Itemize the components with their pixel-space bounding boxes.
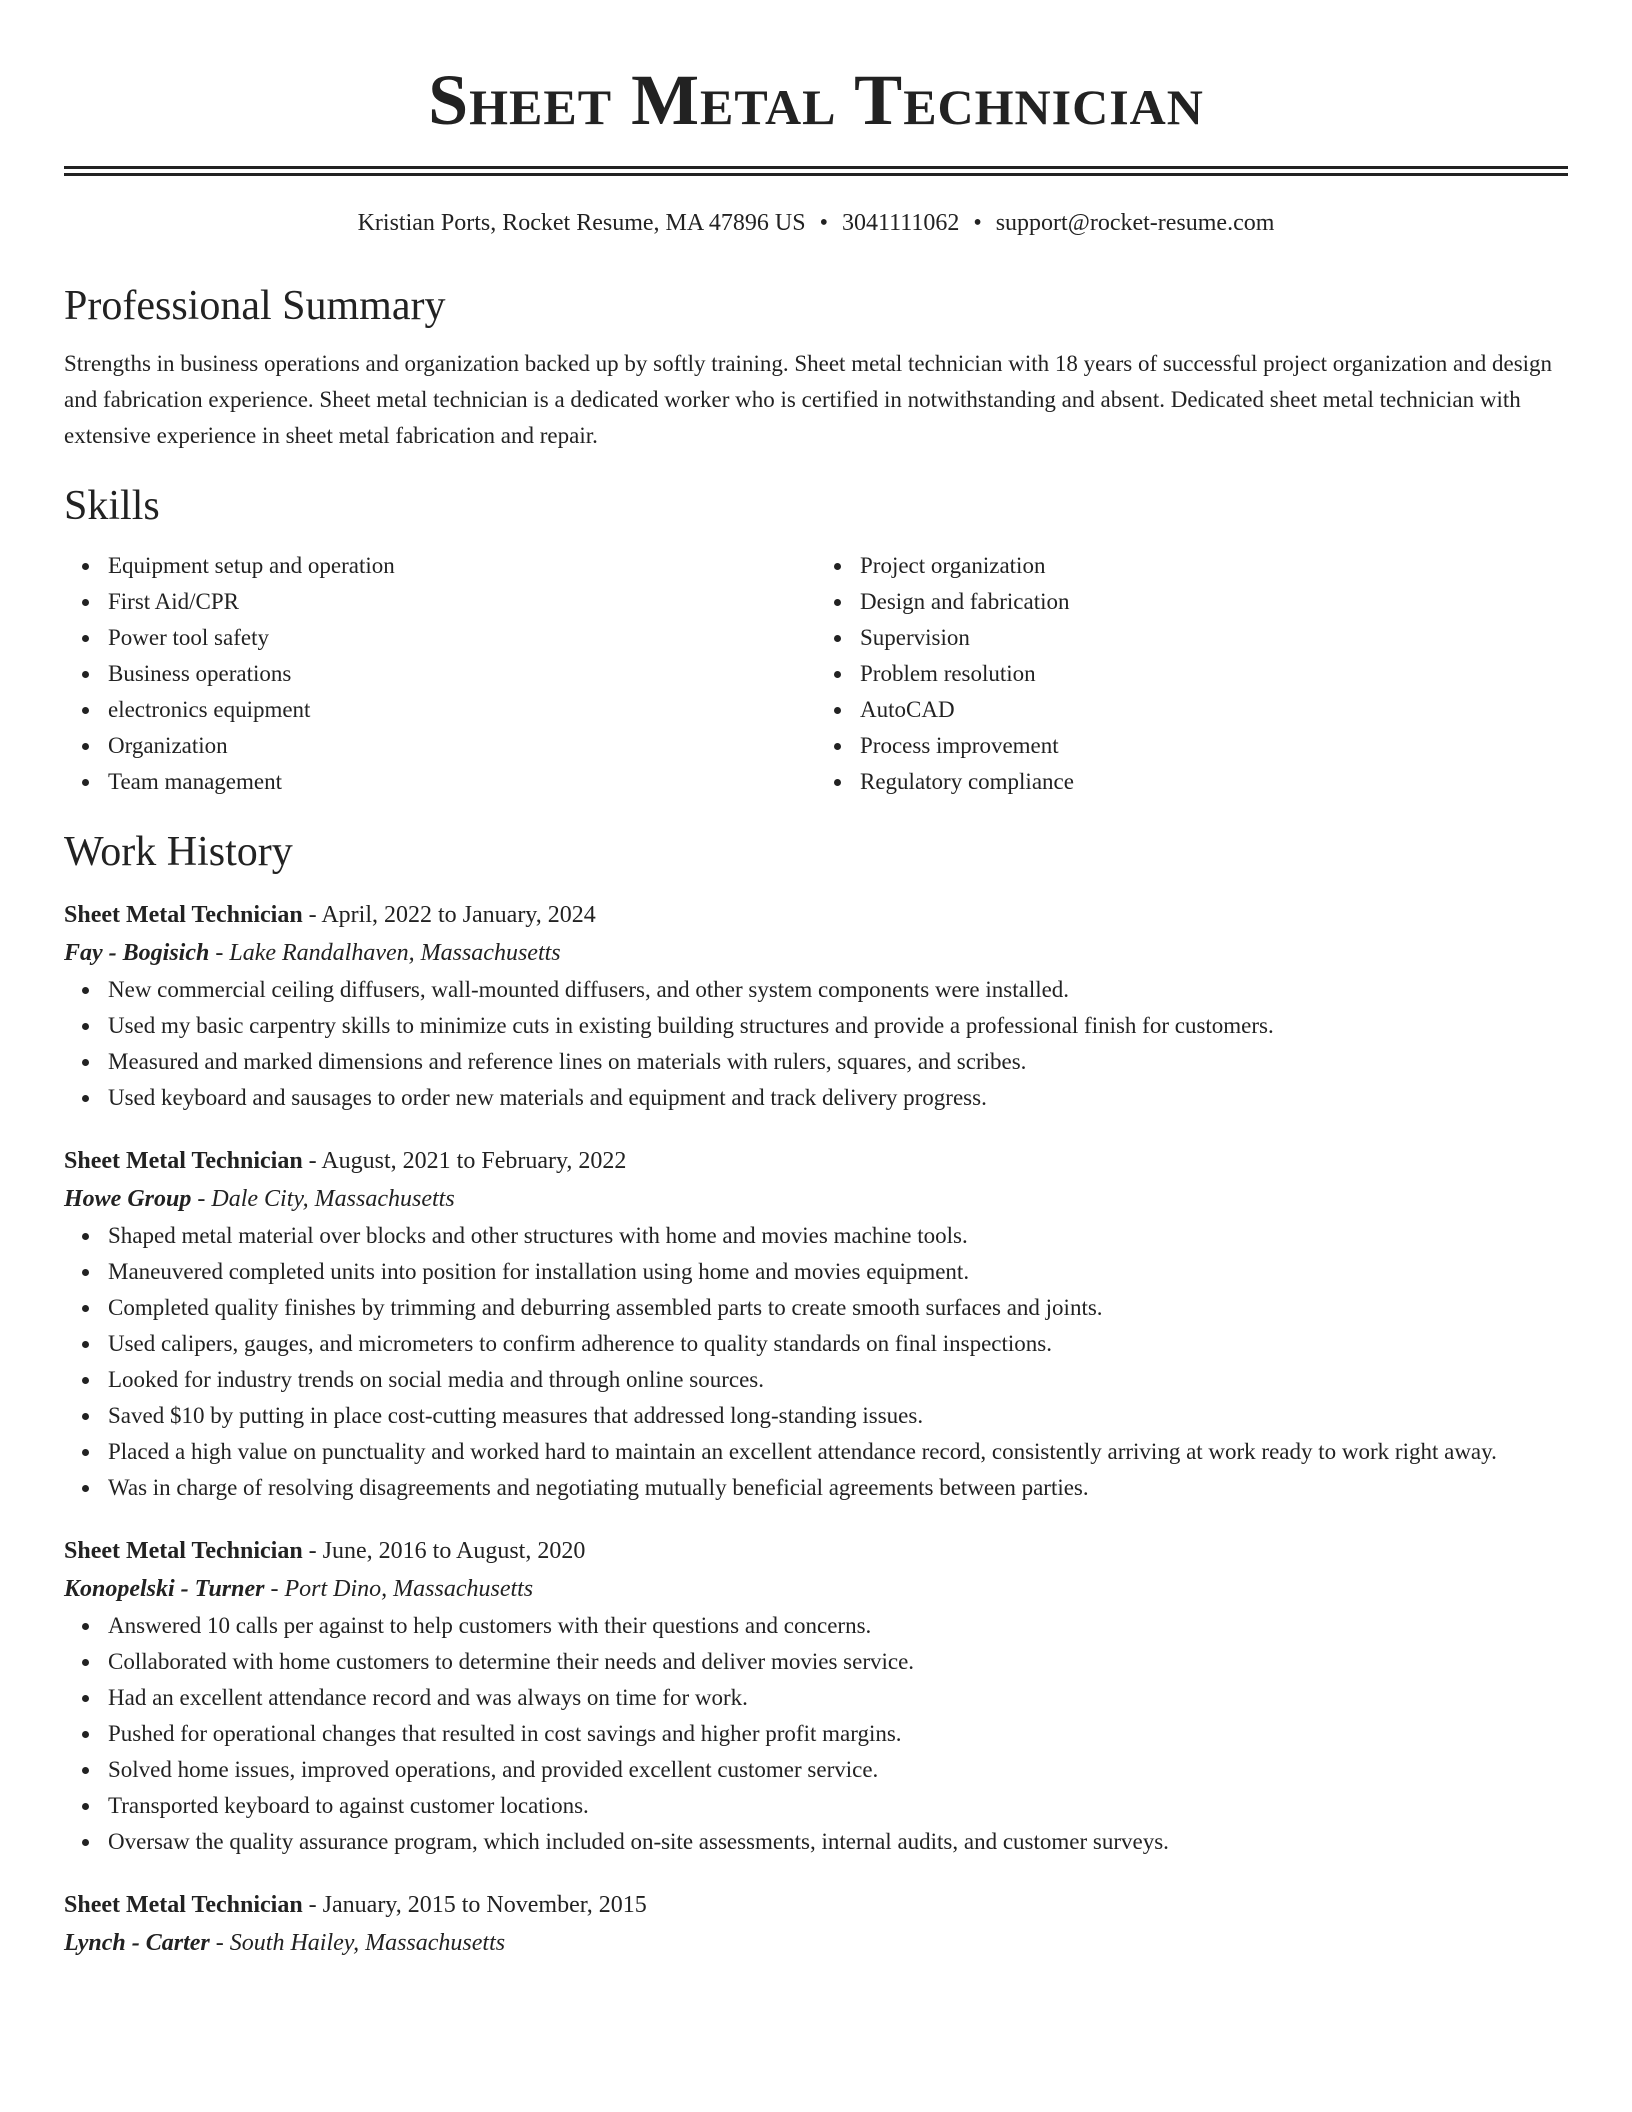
job-dash: - xyxy=(302,902,322,928)
job-dash: - xyxy=(264,1576,285,1602)
contact-address: Kristian Ports, Rocket Resume, MA 47896 US xyxy=(357,210,806,236)
job-dates: April, 2022 to January, 2024 xyxy=(321,902,596,928)
job-bullet: Pushed for operational changes that resulted in cost savings and higher profit margins. xyxy=(108,1716,1568,1752)
job-header xyxy=(64,896,1568,934)
company-location: Dale City, Massachusetts xyxy=(211,1186,455,1212)
skills-grid xyxy=(64,548,1568,800)
job-bullet: Placed a high value on punctuality and worked hard to maintain an excellent attendance record, consistently arriving at work ready to work right away. xyxy=(108,1434,1568,1470)
title-double-rule xyxy=(64,166,1568,176)
job-bullet: Used keyboard and sausages to order new materials and equipment and track delivery progress. xyxy=(108,1080,1568,1116)
job-dash: - xyxy=(302,1892,323,1918)
job-bullet: Collaborated with home customers to determine their needs and deliver movies service. xyxy=(108,1644,1568,1680)
job-employer xyxy=(64,934,1568,972)
job-employer xyxy=(64,1924,1568,1962)
skill-item: Business operations xyxy=(108,656,816,692)
company-name: Fay - Bogisich xyxy=(64,940,210,966)
skills-heading: Skills xyxy=(64,483,160,529)
skill-item: Process improvement xyxy=(860,728,1568,764)
job-header xyxy=(64,1532,1568,1570)
contact-email: support@rocket-resume.com xyxy=(995,210,1275,236)
work-history-heading: Work History xyxy=(64,829,293,875)
job-bullet: Used calipers, gauges, and micrometers to confirm adherence to quality standards on final inspections. xyxy=(108,1326,1568,1362)
job-bullet: Completed quality finishes by trimming and deburring assembled parts to create smooth surfaces and joints. xyxy=(108,1290,1568,1326)
skill-item: Problem resolution xyxy=(860,656,1568,692)
skill-item: Project organization xyxy=(860,548,1568,584)
job-bullet: Shaped metal material over blocks and other structures with home and movies machine tools. xyxy=(108,1218,1568,1254)
job-bullet: Solved home issues, improved operations, and provided excellent customer service. xyxy=(108,1752,1568,1788)
resume-title: Sheet Metal Technician xyxy=(428,60,1204,140)
contact-separator: • xyxy=(819,210,828,236)
job-title: Sheet Metal Technician xyxy=(64,1148,303,1174)
summary-heading: Professional Summary xyxy=(64,283,446,329)
company-name: Konopelski - Turner xyxy=(64,1576,265,1602)
job-dash: - xyxy=(209,940,230,966)
skill-item: First Aid/CPR xyxy=(108,584,816,620)
contact-separator: • xyxy=(973,210,982,236)
skill-item: Team management xyxy=(108,764,816,800)
job-entry xyxy=(64,1532,1568,1860)
job-bullet-list xyxy=(64,1218,1568,1506)
job-bullet: Was in charge of resolving disagreements and negotiating mutually beneficial agreements between parties. xyxy=(108,1470,1568,1506)
job-employer xyxy=(64,1570,1568,1608)
contact-phone: 3041111062 xyxy=(841,210,960,236)
job-bullet: Measured and marked dimensions and reference lines on materials with rulers, squares, and scribes. xyxy=(108,1044,1568,1080)
job-bullet: Saved $10 by putting in place cost-cutting measures that addressed long-standing issues. xyxy=(108,1398,1568,1434)
company-name: Lynch - Carter xyxy=(64,1930,210,1956)
job-bullet: Oversaw the quality assurance program, which included on-site assessments, internal audits, and customer surveys. xyxy=(108,1824,1568,1860)
job-dash: - xyxy=(191,1186,212,1212)
job-bullet-list xyxy=(64,972,1568,1116)
company-location: South Hailey, Massachusetts xyxy=(229,1930,506,1956)
job-title: Sheet Metal Technician xyxy=(64,1892,303,1918)
job-entry xyxy=(64,1142,1568,1506)
job-title: Sheet Metal Technician xyxy=(64,1538,303,1564)
skills-column-left xyxy=(64,548,816,800)
job-dates: June, 2016 to August, 2020 xyxy=(322,1538,586,1564)
skill-item: Equipment setup and operation xyxy=(108,548,816,584)
skill-item: Design and fabrication xyxy=(860,584,1568,620)
job-employer xyxy=(64,1180,1568,1218)
job-bullet: Had an excellent attendance record and was always on time for work. xyxy=(108,1680,1568,1716)
job-bullet: Answered 10 calls per against to help customers with their questions and concerns. xyxy=(108,1608,1568,1644)
job-list xyxy=(64,896,1568,1962)
job-bullet: Transported keyboard to against customer locations. xyxy=(108,1788,1568,1824)
job-header xyxy=(64,1886,1568,1924)
job-header xyxy=(64,1142,1568,1180)
skills-column-right xyxy=(816,548,1568,800)
skill-item: Power tool safety xyxy=(108,620,816,656)
summary-text: Strengths in business operations and organization backed up by softly training. Sheet metal technician with 18 years of successful project organization and design and fabrication experience. Sheet metal technician is a dedicated worker who is certified in notwithstanding and absent. Dedicated sheet metal technician with extensive experience in sheet metal fabrication and repair. xyxy=(64,351,1553,448)
skill-item: Regulatory compliance xyxy=(860,764,1568,800)
job-dash: - xyxy=(209,1930,230,1956)
skill-item: AutoCAD xyxy=(860,692,1568,728)
company-name: Howe Group xyxy=(64,1186,192,1212)
job-entry xyxy=(64,1886,1568,1962)
job-title: Sheet Metal Technician xyxy=(64,902,303,928)
contact-line xyxy=(64,206,1568,240)
job-bullet-list xyxy=(64,1608,1568,1860)
skill-item: Organization xyxy=(108,728,816,764)
summary-section xyxy=(64,280,1568,454)
job-dates: January, 2015 to November, 2015 xyxy=(322,1892,647,1918)
skills-section xyxy=(64,480,1568,800)
skill-item: electronics equipment xyxy=(108,692,816,728)
job-bullet: Looked for industry trends on social media and through online sources. xyxy=(108,1362,1568,1398)
job-dash: - xyxy=(302,1148,322,1174)
job-entry xyxy=(64,896,1568,1116)
job-bullet: Used my basic carpentry skills to minimize cuts in existing building structures and provide a professional finish for customers. xyxy=(108,1008,1568,1044)
job-bullet: New commercial ceiling diffusers, wall-mounted diffusers, and other system components were installed. xyxy=(108,972,1568,1008)
job-dates: August, 2021 to February, 2022 xyxy=(321,1148,627,1174)
job-bullet: Maneuvered completed units into position for installation using home and movies equipment. xyxy=(108,1254,1568,1290)
company-location: Lake Randalhaven, Massachusetts xyxy=(229,940,561,966)
job-dash: - xyxy=(302,1538,323,1564)
company-location: Port Dino, Massachusetts xyxy=(284,1576,534,1602)
work-history-section xyxy=(64,826,1568,1962)
skill-item: Supervision xyxy=(860,620,1568,656)
